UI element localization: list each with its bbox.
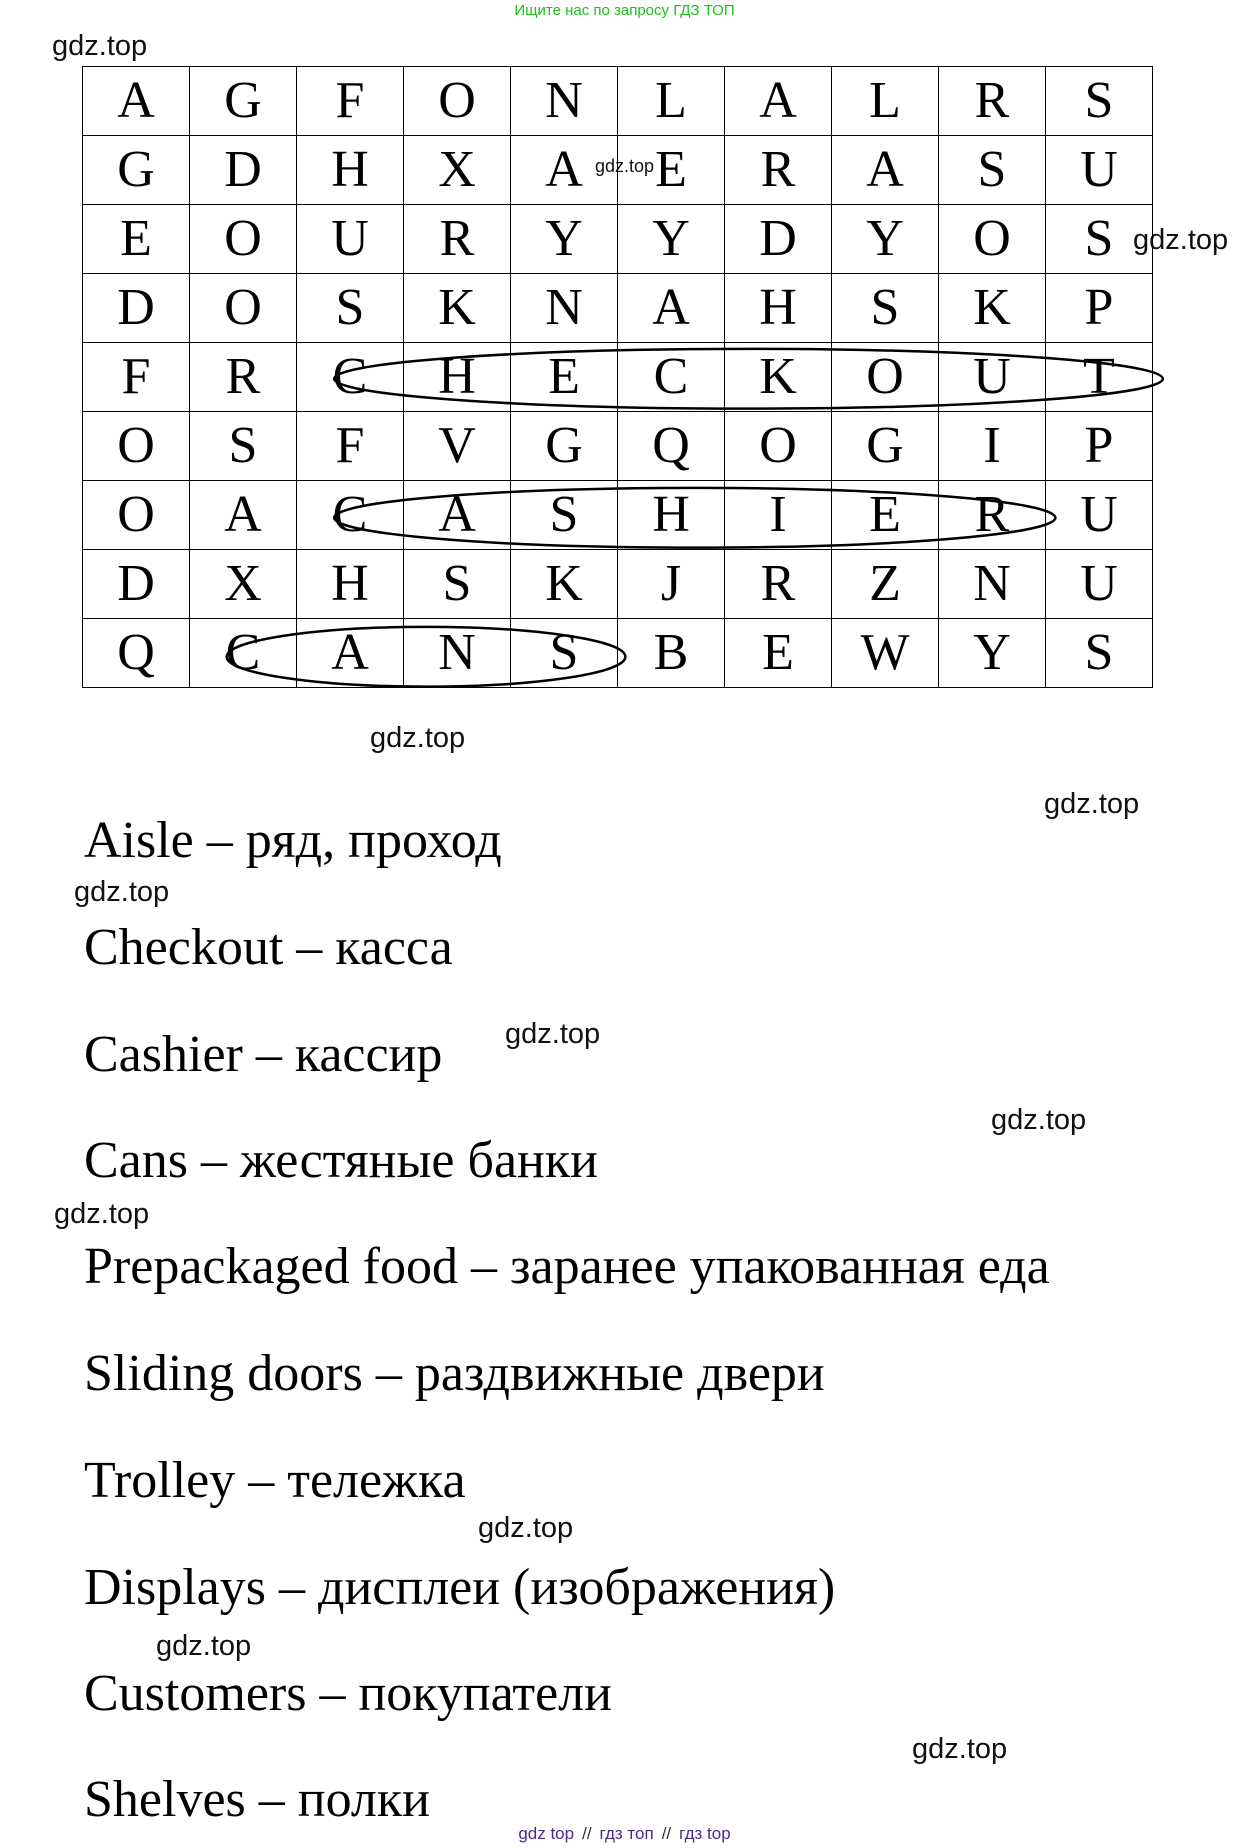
grid-cell: K bbox=[404, 274, 511, 343]
grid-cell: K bbox=[511, 550, 618, 619]
grid-cell: S bbox=[190, 412, 297, 481]
grid-row bbox=[83, 274, 1153, 343]
grid-cell: A bbox=[297, 619, 404, 688]
grid-cell: T bbox=[1046, 343, 1153, 412]
grid-cell: K bbox=[939, 274, 1046, 343]
grid-cell: O bbox=[190, 205, 297, 274]
vocab-item-displays: Displays – дисплеи (изображения) bbox=[84, 1559, 836, 1616]
grid-cell: E bbox=[618, 136, 725, 205]
grid-cell: E bbox=[511, 343, 618, 412]
grid-cell: A bbox=[618, 274, 725, 343]
grid-cell: C bbox=[618, 343, 725, 412]
grid-cell: S bbox=[832, 274, 939, 343]
grid-cell: X bbox=[404, 136, 511, 205]
grid-cell: S bbox=[297, 274, 404, 343]
grid-cell: S bbox=[1046, 205, 1153, 274]
grid-cell: C bbox=[190, 619, 297, 688]
grid-cell: G bbox=[832, 412, 939, 481]
grid-cell: H bbox=[618, 481, 725, 550]
grid-cell: P bbox=[1046, 412, 1153, 481]
grid-row bbox=[83, 619, 1153, 688]
grid-cell: R bbox=[939, 67, 1046, 136]
vocab-item-prepackaged-food: Prepackaged food – заранее упакованная еда bbox=[84, 1238, 1050, 1295]
watermark: gdz.top bbox=[595, 156, 655, 176]
grid-cell: S bbox=[511, 481, 618, 550]
grid-cell: O bbox=[83, 412, 190, 481]
grid-cell: Z bbox=[832, 550, 939, 619]
grid-cell: S bbox=[939, 136, 1046, 205]
grid-cell: Y bbox=[511, 205, 618, 274]
grid-cell: R bbox=[939, 481, 1046, 550]
grid-cell: S bbox=[511, 619, 618, 688]
grid-cell: L bbox=[832, 67, 939, 136]
grid-cell: V bbox=[404, 412, 511, 481]
grid-cell: A bbox=[83, 67, 190, 136]
grid-cell: F bbox=[297, 412, 404, 481]
watermark: gdz.top bbox=[156, 1630, 252, 1662]
grid-cell: U bbox=[939, 343, 1046, 412]
watermark: gdz.top bbox=[1133, 224, 1229, 256]
vocab-item-shelves: Shelves – полки bbox=[84, 1771, 430, 1828]
grid-cell: Q bbox=[83, 619, 190, 688]
grid-cell: Q bbox=[618, 412, 725, 481]
watermark: gdz.top bbox=[74, 876, 170, 908]
grid-cell: D bbox=[190, 136, 297, 205]
grid-cell: K bbox=[725, 343, 832, 412]
vocab-item-customers: Customers – покупатели bbox=[84, 1665, 612, 1722]
grid-row bbox=[83, 481, 1153, 550]
grid-cell: U bbox=[297, 205, 404, 274]
grid-cell: A bbox=[725, 67, 832, 136]
grid-cell: P bbox=[1046, 274, 1153, 343]
link-separator: // bbox=[582, 1824, 592, 1843]
grid-cell: H bbox=[404, 343, 511, 412]
grid-cell: N bbox=[511, 67, 618, 136]
grid-cell: O bbox=[404, 67, 511, 136]
grid-cell: O bbox=[939, 205, 1046, 274]
grid-cell: H bbox=[297, 550, 404, 619]
grid-cell: F bbox=[83, 343, 190, 412]
grid-cell: Y bbox=[618, 205, 725, 274]
grid-cell: L bbox=[618, 67, 725, 136]
grid-cell: I bbox=[725, 481, 832, 550]
grid-cell: A bbox=[190, 481, 297, 550]
grid-cell: C bbox=[297, 343, 404, 412]
bottom-link[interactable]: гдз топ bbox=[599, 1824, 654, 1843]
grid-row bbox=[83, 205, 1153, 274]
grid-cell: R bbox=[190, 343, 297, 412]
grid-cell: O bbox=[83, 481, 190, 550]
grid-cell: I bbox=[939, 412, 1046, 481]
vocab-item-cashier: Cashier – кассир bbox=[84, 1026, 443, 1083]
vocab-item-aisle: Aisle – ряд, проход bbox=[84, 812, 502, 869]
word-search-grid bbox=[82, 66, 1153, 688]
grid-cell: O bbox=[190, 274, 297, 343]
watermark: gdz.top bbox=[478, 1512, 574, 1544]
grid-cell: C bbox=[297, 481, 404, 550]
grid-cell: F bbox=[297, 67, 404, 136]
vocab-item-trolley: Trolley – тележка bbox=[84, 1452, 466, 1509]
grid-cell: Y bbox=[939, 619, 1046, 688]
watermark: gdz.top bbox=[370, 722, 466, 754]
watermark: gdz.top bbox=[52, 30, 148, 62]
grid-cell: N bbox=[511, 274, 618, 343]
grid-row bbox=[83, 550, 1153, 619]
grid-row bbox=[83, 343, 1153, 412]
vocab-item-sliding-doors: Sliding doors – раздвижные двери bbox=[84, 1345, 825, 1402]
grid-cell: S bbox=[1046, 619, 1153, 688]
grid-cell: S bbox=[1046, 67, 1153, 136]
grid-cell: X bbox=[190, 550, 297, 619]
grid-cell: H bbox=[725, 274, 832, 343]
bottom-link[interactable]: gdz top bbox=[518, 1824, 575, 1843]
vocab-item-checkout: Checkout – касса bbox=[84, 919, 453, 976]
watermark: gdz.top bbox=[54, 1198, 150, 1230]
grid-cell: E bbox=[725, 619, 832, 688]
watermark: gdz.top bbox=[912, 1733, 1008, 1765]
bottom-links bbox=[0, 1824, 1249, 1844]
grid-cell: D bbox=[725, 205, 832, 274]
grid-cell: B bbox=[618, 619, 725, 688]
grid-cell: N bbox=[404, 619, 511, 688]
link-separator: // bbox=[661, 1824, 672, 1843]
grid-cell: S bbox=[404, 550, 511, 619]
grid-cell: Y bbox=[832, 205, 939, 274]
grid-cell: G bbox=[83, 136, 190, 205]
grid-cell: G bbox=[190, 67, 297, 136]
grid-cell: G bbox=[511, 412, 618, 481]
vocab-item-cans: Cans – жестяные банки bbox=[84, 1132, 598, 1189]
grid-cell: R bbox=[725, 136, 832, 205]
grid-row bbox=[83, 136, 1153, 205]
bottom-link[interactable]: гдз top bbox=[679, 1824, 731, 1843]
top-banner-link[interactable]: Ищите нас по запросу ГДЗ ТОП bbox=[514, 2, 735, 19]
grid-cell: U bbox=[1046, 136, 1153, 205]
grid-cell: J bbox=[618, 550, 725, 619]
grid-cell: W bbox=[832, 619, 939, 688]
grid-cell: O bbox=[832, 343, 939, 412]
watermark: gdz.top bbox=[1044, 788, 1140, 820]
grid-cell: E bbox=[83, 205, 190, 274]
grid-cell: D bbox=[83, 274, 190, 343]
watermark: gdz.top bbox=[991, 1104, 1087, 1136]
grid-cell: A bbox=[832, 136, 939, 205]
grid-cell: R bbox=[404, 205, 511, 274]
grid-cell: O bbox=[725, 412, 832, 481]
grid-cell: R bbox=[725, 550, 832, 619]
grid-cell: E bbox=[832, 481, 939, 550]
grid-cell: U bbox=[1046, 550, 1153, 619]
grid-cell: A bbox=[404, 481, 511, 550]
grid-cell: D bbox=[83, 550, 190, 619]
watermark: gdz.top bbox=[505, 1018, 601, 1050]
grid-cell: N bbox=[939, 550, 1046, 619]
grid-row bbox=[83, 412, 1153, 481]
grid-row bbox=[83, 67, 1153, 136]
grid-cell: U bbox=[1046, 481, 1153, 550]
grid-cell: H bbox=[297, 136, 404, 205]
grid-cell: A bbox=[511, 136, 618, 205]
